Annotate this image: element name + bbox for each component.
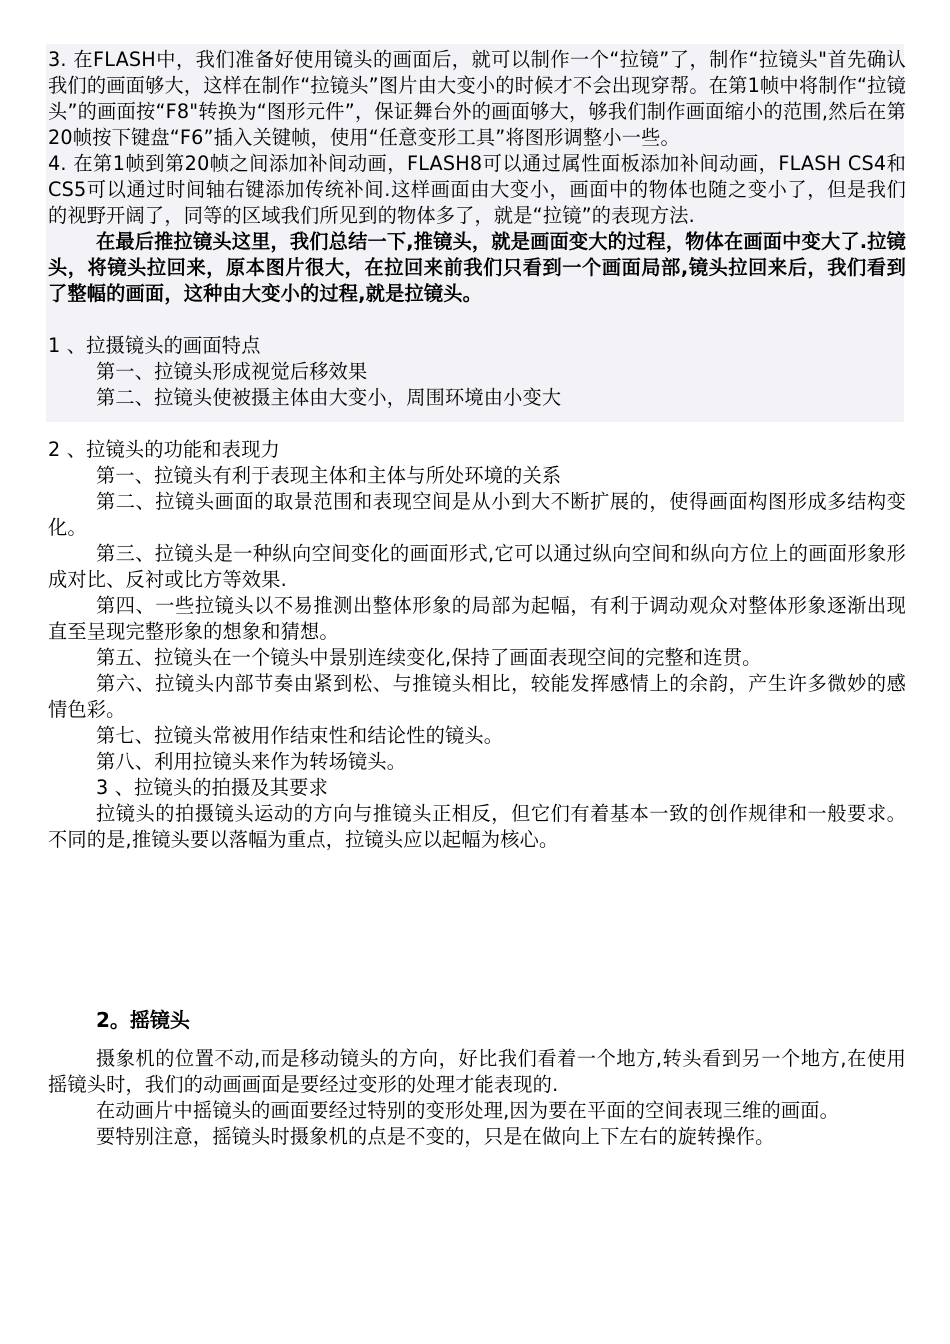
section-2-item: 第七、拉镜头常被用作结束性和结论性的镜头。 (96, 724, 504, 747)
section-2-item: 第二、拉镜头画面的取景范围和表现空间是从小到大不断扩展的，使得画面构图形成多结构变化。 (48, 490, 906, 539)
section-2-title: 2 、拉镜头的功能和表现力 (48, 438, 280, 461)
pan-paragraph: 要特别注意，摇镜头时摄象机的点是不变的，只是在做向上下左右的旋转操作。 (96, 1125, 775, 1148)
pan-section-text (48, 1046, 906, 1150)
section-2-item: 第五、拉镜头在一个镜头中景别连续变化,保持了画面表现空间的完整和连贯。 (96, 646, 762, 669)
section-2-item: 第四、一些拉镜头以不易推测出整体形象的局部为起幅，有利于调动观众对整体形象逐渐出现直至呈现完整形象的想象和猜想。 (48, 594, 906, 643)
section-3-title: 3 、拉镜头的拍摄及其要求 (96, 776, 328, 799)
step-3-paragraph: 3. 在FLASH中，我们准备好使用镜头的画面后，就可以制作一个“拉镜”了，制作“拉镜头"首先确认我们的画面够大，这样在制作“拉镜头”图片由大变小的时候才不会出现穿帮。在第1帧中将制作“拉镜头”的画面按“F8"转换为“图形元件”，保证舞台外的画面够大，够我们制作画面缩小的范围,然后在第20帧按下键盘“F6”插入关键帧，使用“任意变形工具”将图形调整小一些。 (48, 48, 906, 149)
pan-paragraph: 在动画片中摇镜头的画面要经过特别的变形处理,因为要在平面的空间表现三维的画面。 (96, 1099, 840, 1122)
section-1-item: 第一、拉镜头形成视觉后移效果 (96, 360, 368, 383)
section-2-item: 第六、拉镜头内部节奏由紧到松、与推镜头相比，较能发挥感情上的余韵，产生许多微妙的感情色彩。 (48, 672, 906, 721)
pan-paragraph: 摄象机的位置不动,而是移动镜头的方向，好比我们看着一个地方,转头看到另一个地方,在使用摇镜头时，我们的动画画面是要经过变形的处理才能表现的. (48, 1047, 906, 1096)
section-2-item: 第一、拉镜头有利于表现主体和主体与所处环境的关系 (96, 464, 562, 487)
section-3-body: 拉镜头的拍摄镜头运动的方向与推镜头正相反，但它们有着基本一致的创作规律和一般要求。不同的是,推镜头要以落幅为重点，拉镜头应以起幅为核心。 (48, 802, 906, 851)
section-2-item: 第八、利用拉镜头来作为转场镜头。 (96, 750, 407, 773)
summary-paragraph: 在最后推拉镜头这里，我们总结一下,推镜头，就是画面变大的过程，物体在画面中变大了.拉镜头，将镜头拉回来，原本图片很大，在拉回来前我们只看到一个画面局部,镜头拉回来后，我们看到了整幅的画面，这种由大变小的过程,就是拉镜头。 (48, 230, 906, 305)
main-text-block (48, 47, 906, 853)
section-1-item: 第二、拉镜头使被摄主体由大变小，周围环境由小变大 (96, 386, 562, 409)
section-2-item: 第三、拉镜头是一种纵向空间变化的画面形式,它可以通过纵向空间和纵向方位上的画面形象形成对比、反衬或比方等效果. (48, 542, 906, 591)
step-4-paragraph: 4. 在第1帧到第20帧之间添加补间动画，FLASH8可以通过属性面板添加补间动画，FLASH CS4和CS5可以通过时间轴右键添加传统补间.这样画面由大变小，画面中的物体也随之变小了，但是我们的视野开阔了，同等的区域我们所见到的物体多了，就是“拉镜”的表现方法. (48, 152, 906, 227)
section-1-title: 1 、拉摄镜头的画面特点 (48, 334, 261, 357)
pan-section-heading: 2。摇镜头 (96, 1008, 190, 1032)
